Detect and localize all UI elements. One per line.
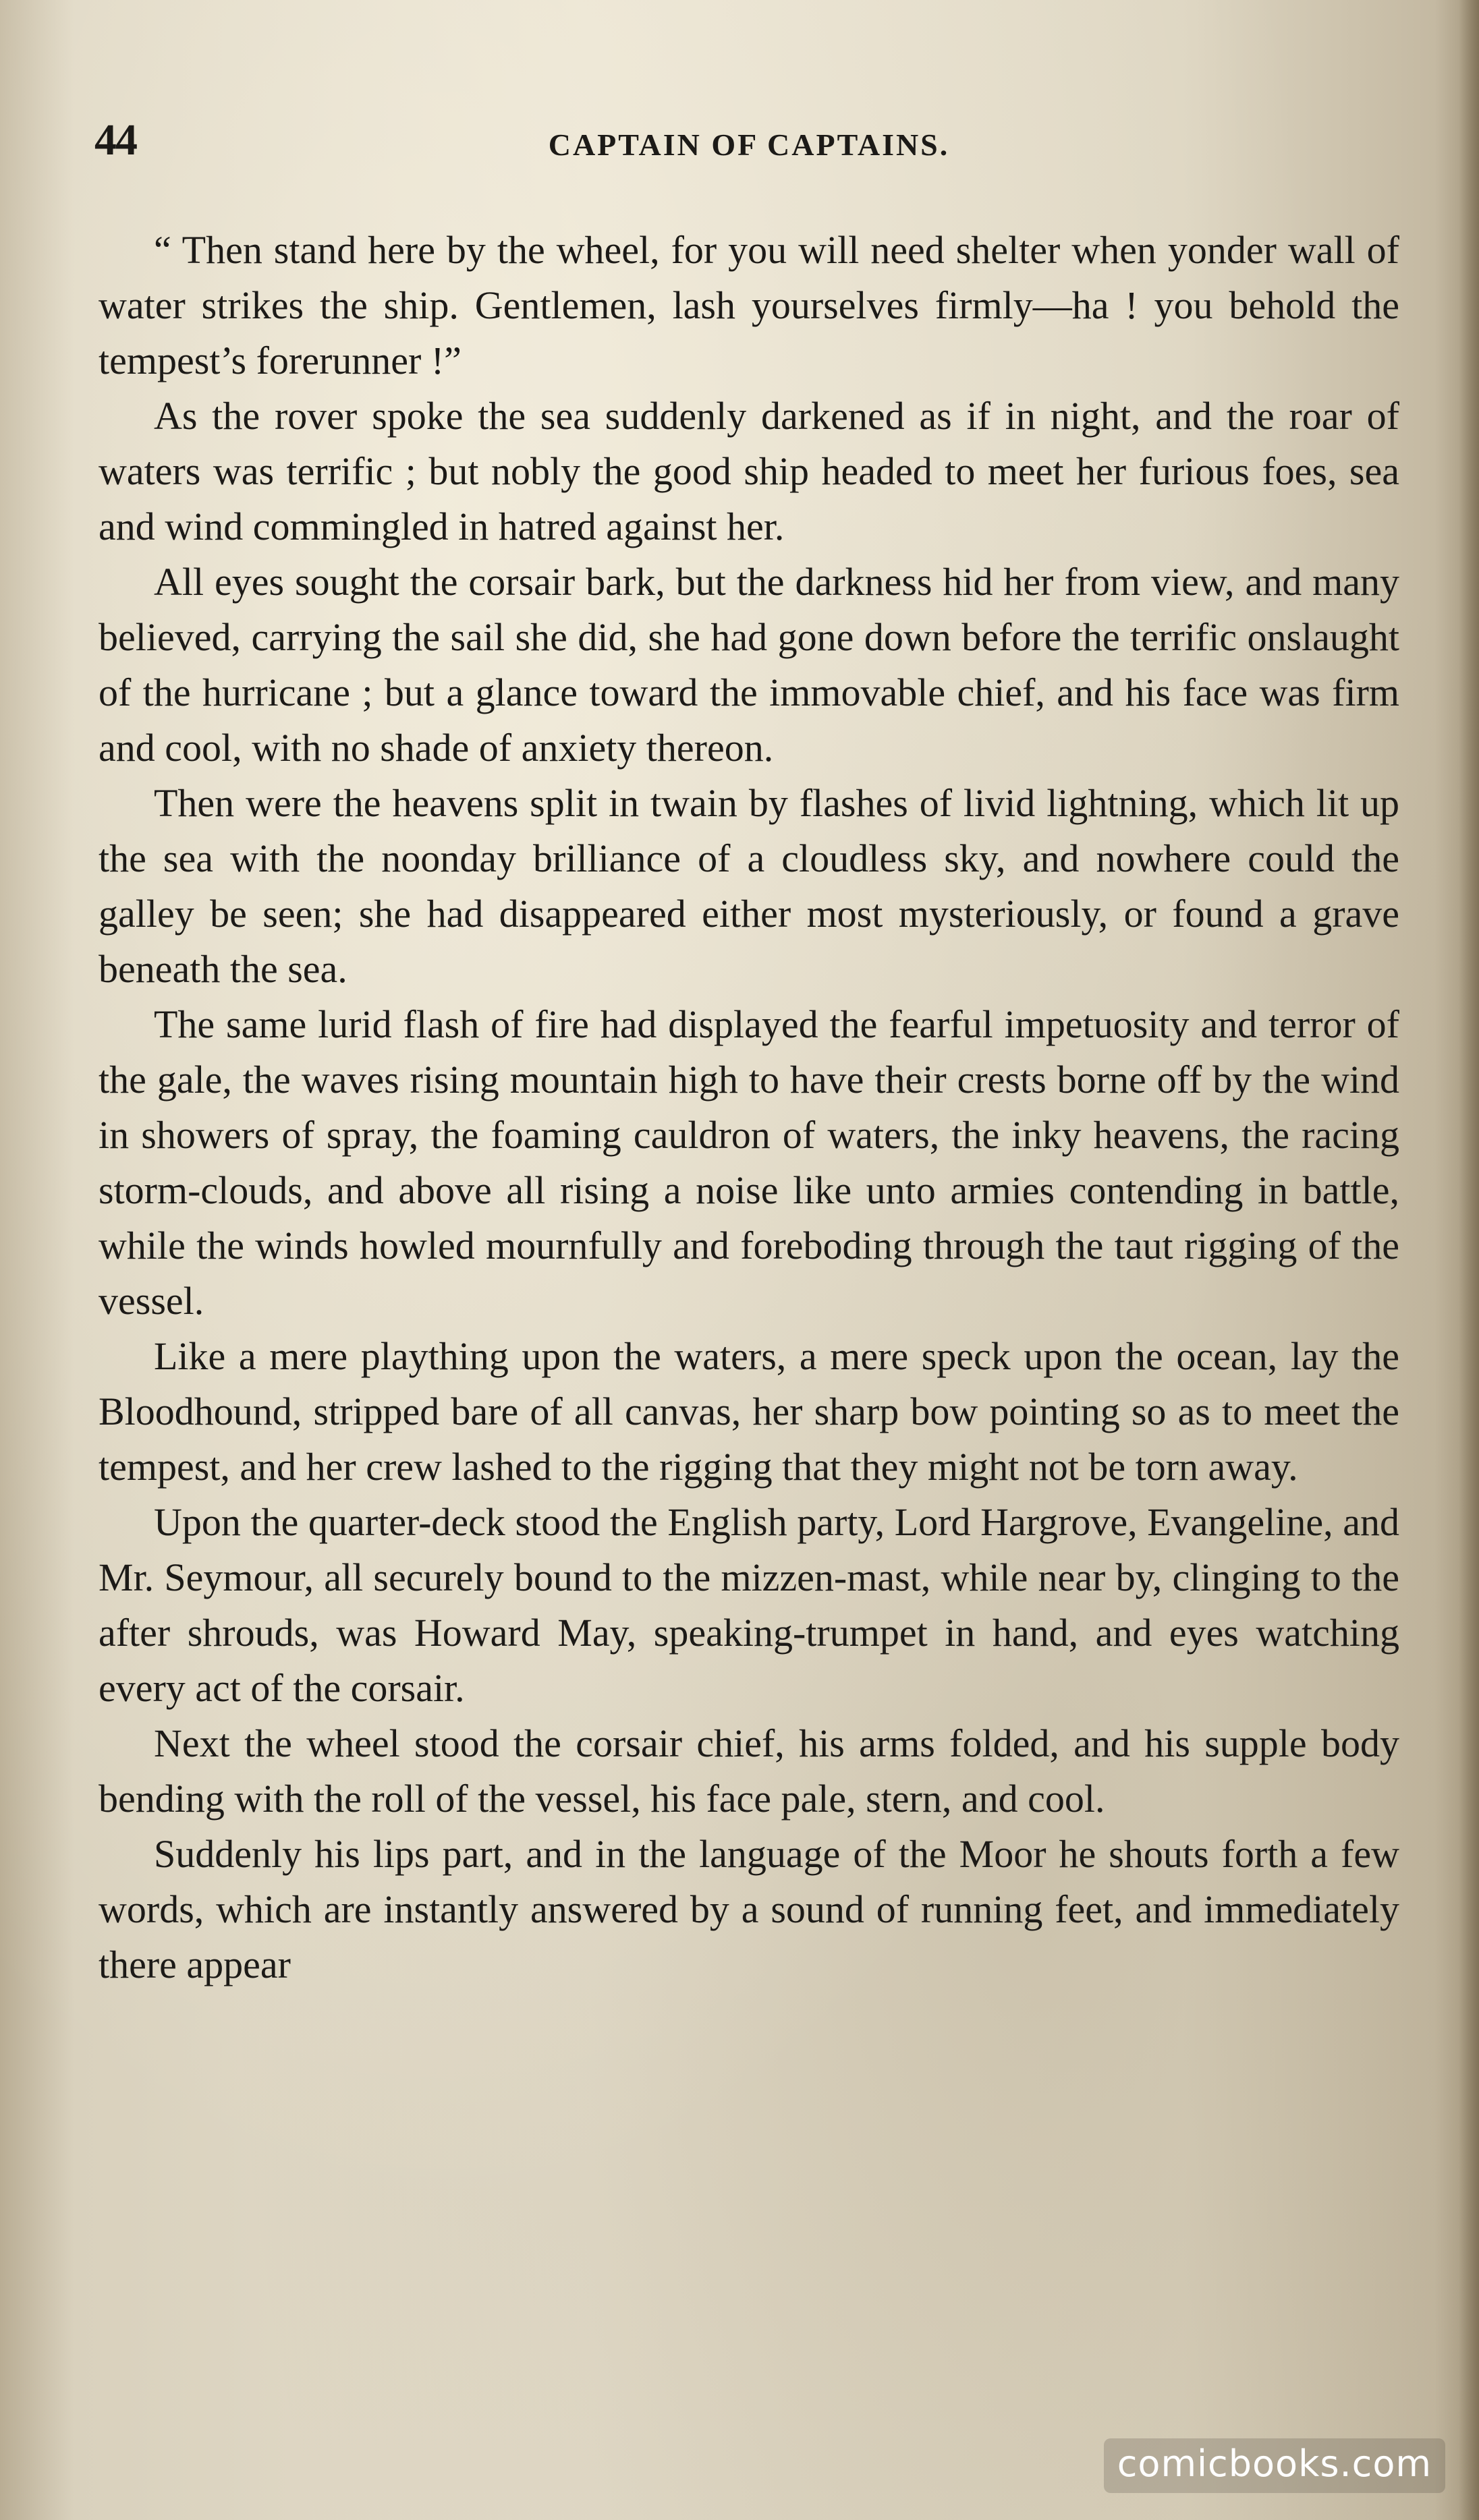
page-number: 44	[94, 115, 136, 165]
paragraph-6: Like a mere plaything upon the waters, a mere speck upon the ocean, lay the Bloodhound, stripped bare of all canvas, her sharp bow pointing so as to meet the tempest, and her crew lashed to the rigging that they might not be torn away.	[99, 1334, 1399, 1489]
paragraph-5: The same lurid flash of fire had displayed the fearful impetuosity and terror of the gale, the waves rising mountain high to have their crests borne off by the wind in showers of spray, the foaming cauldron of waters, the inky heavens, the racing storm-clouds, and above all rising a noise like unto armies contending in battle, while the winds howled mournfully and foreboding through the taut rigging of the vessel.	[99, 1002, 1399, 1323]
page-header	[94, 115, 1403, 182]
page-body	[99, 223, 1399, 1993]
running-title: CAPTAIN OF CAPTAINS.	[548, 127, 950, 162]
paragraph-1: “ Then stand here by the wheel, for you will need shelter when yonder wall of water strikes the ship. Gentlemen, lash yourselves firmly—ha ! you behold the tempest’s forerunner !”	[99, 228, 1399, 382]
paragraph-4: Then were the heavens split in twain by flashes of livid lightning, which lit up the sea with the noonday brilliance of a cloudless sky, and nowhere could the galley be seen; she had disappeared either most mysteriously, or found a grave beneath the sea.	[99, 781, 1399, 991]
page-edge-shadow	[1459, 0, 1479, 2520]
paragraph-9: Suddenly his lips part, and in the language of the Moor he shouts forth a few words, which are instantly answered by a sound of running feet, and immediately there appear	[99, 1832, 1399, 1986]
paragraph-8: Next the wheel stood the corsair chief, his arms folded, and his supple body bending with the roll of the vessel, his face pale, stern, and cool.	[99, 1721, 1399, 1821]
paragraph-2: As the rover spoke the sea suddenly darkened as if in night, and the roar of waters was terrific ; but nobly the good ship headed to meet her furious foes, sea and wind commingled in hatred against her.	[99, 394, 1399, 548]
paragraph-3: All eyes sought the corsair bark, but the darkness hid her from view, and many believed, carrying the sail she did, she had gone down before the terrific onslaught of the hurricane ; but a glance toward the immovable chief, and his face was firm and cool, with no shade of anxiety thereon.	[99, 560, 1399, 770]
watermark: comicbooks.com	[1104, 2438, 1445, 2493]
paragraph-7: Upon the quarter-deck stood the English party, Lord Hargrove, Evangeline, and Mr. Seymour, all securely bound to the mizzen-mast, while near by, clinging to the after shrouds, was Howard May, speaking-trumpet in hand, and eyes watching every act of the corsair.	[99, 1500, 1399, 1710]
